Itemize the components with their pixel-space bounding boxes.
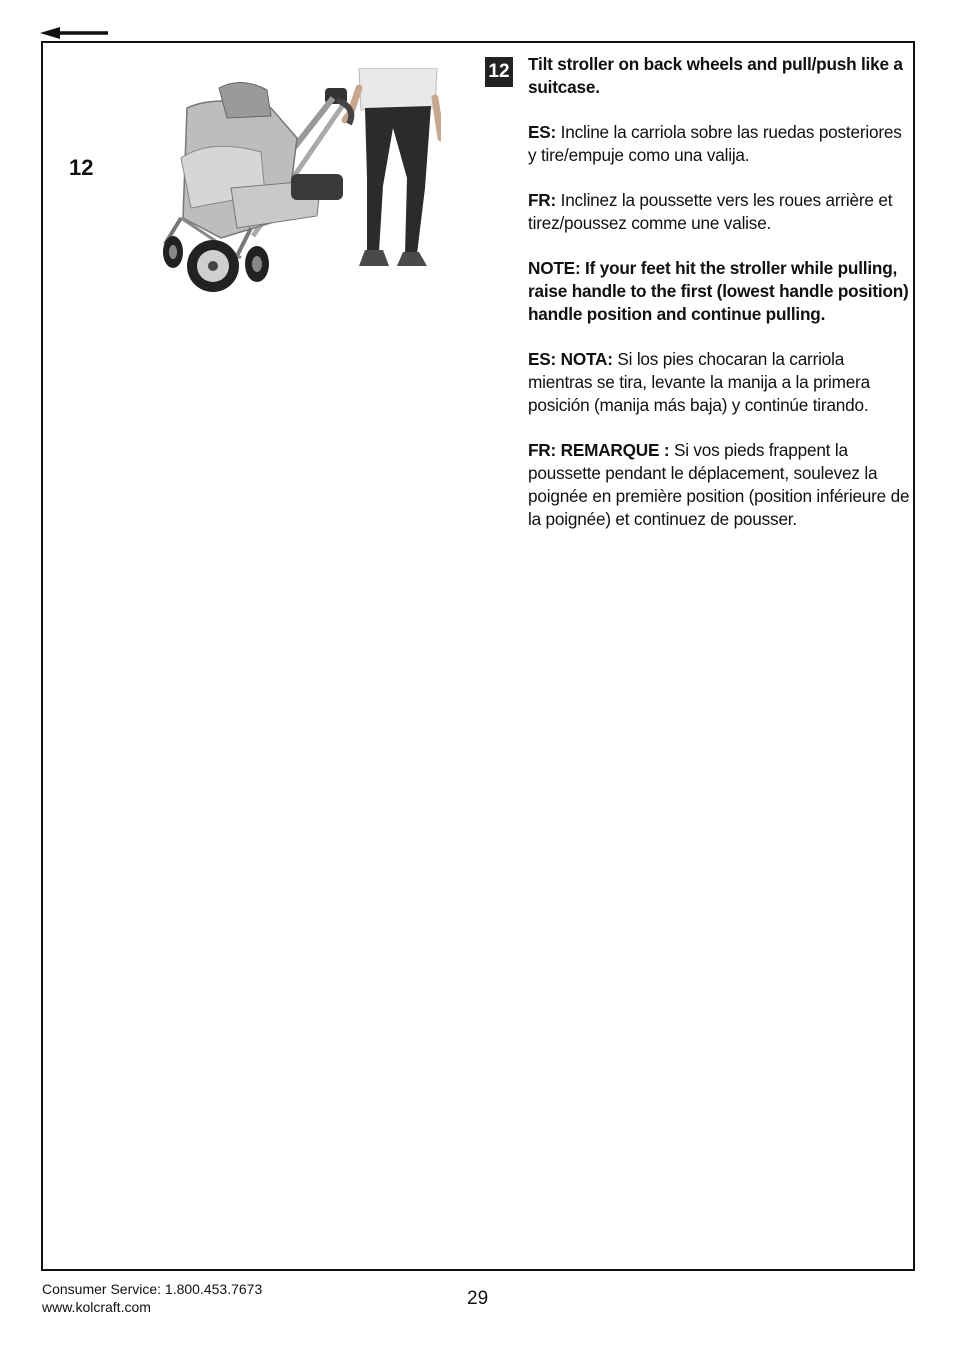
french-note-label: FR: REMARQUE : [528, 440, 670, 460]
spanish-note-label: ES: NOTA: [528, 349, 613, 369]
step-number-badge: 12 [485, 57, 513, 87]
spanish-note [528, 348, 912, 417]
left-arrow-icon [40, 24, 112, 42]
spanish-instruction [528, 121, 912, 167]
french-note-text: Si vos pieds frappent la poussette pendant le déplacement, soulevez la poignée en première position (position inférieure de la poignée) et continuez de pousser. [528, 440, 910, 529]
english-note [528, 257, 912, 326]
spanish-note-text: Si los pies chocaran la carriola mientras se tira, levante la manija a la primera posición (manija más baja) y continúe tirando. [528, 349, 870, 415]
website-link[interactable]: www.kolcraft.com [42, 1299, 151, 1315]
french-text: Inclinez la poussette vers les roues arrière et tirez/poussez comme une valise. [528, 190, 893, 233]
instruction-panel [41, 41, 915, 1271]
french-instruction [528, 189, 912, 235]
spanish-text: Incline la carriola sobre las ruedas posteriores y tire/empuje como una valija. [528, 122, 902, 165]
figure-number: 12 [69, 155, 94, 180]
consumer-service-phone: Consumer Service: 1.800.453.7673 [42, 1281, 263, 1297]
spanish-label: ES: [528, 122, 557, 142]
french-label: FR: [528, 190, 557, 210]
instruction-text-block [528, 53, 912, 553]
footer-contact [42, 1280, 262, 1316]
note-text: If your feet hit the stroller while pulling, raise handle to the first (lowest handle position) handle position and continue pulling. [528, 258, 909, 324]
page-number: 29 [467, 1288, 489, 1309]
stroller-tilt-illustration [121, 68, 441, 300]
main-instruction: Tilt stroller on back wheels and pull/push like a suitcase. [528, 54, 903, 97]
french-note [528, 439, 912, 531]
note-label: NOTE: [528, 258, 581, 278]
